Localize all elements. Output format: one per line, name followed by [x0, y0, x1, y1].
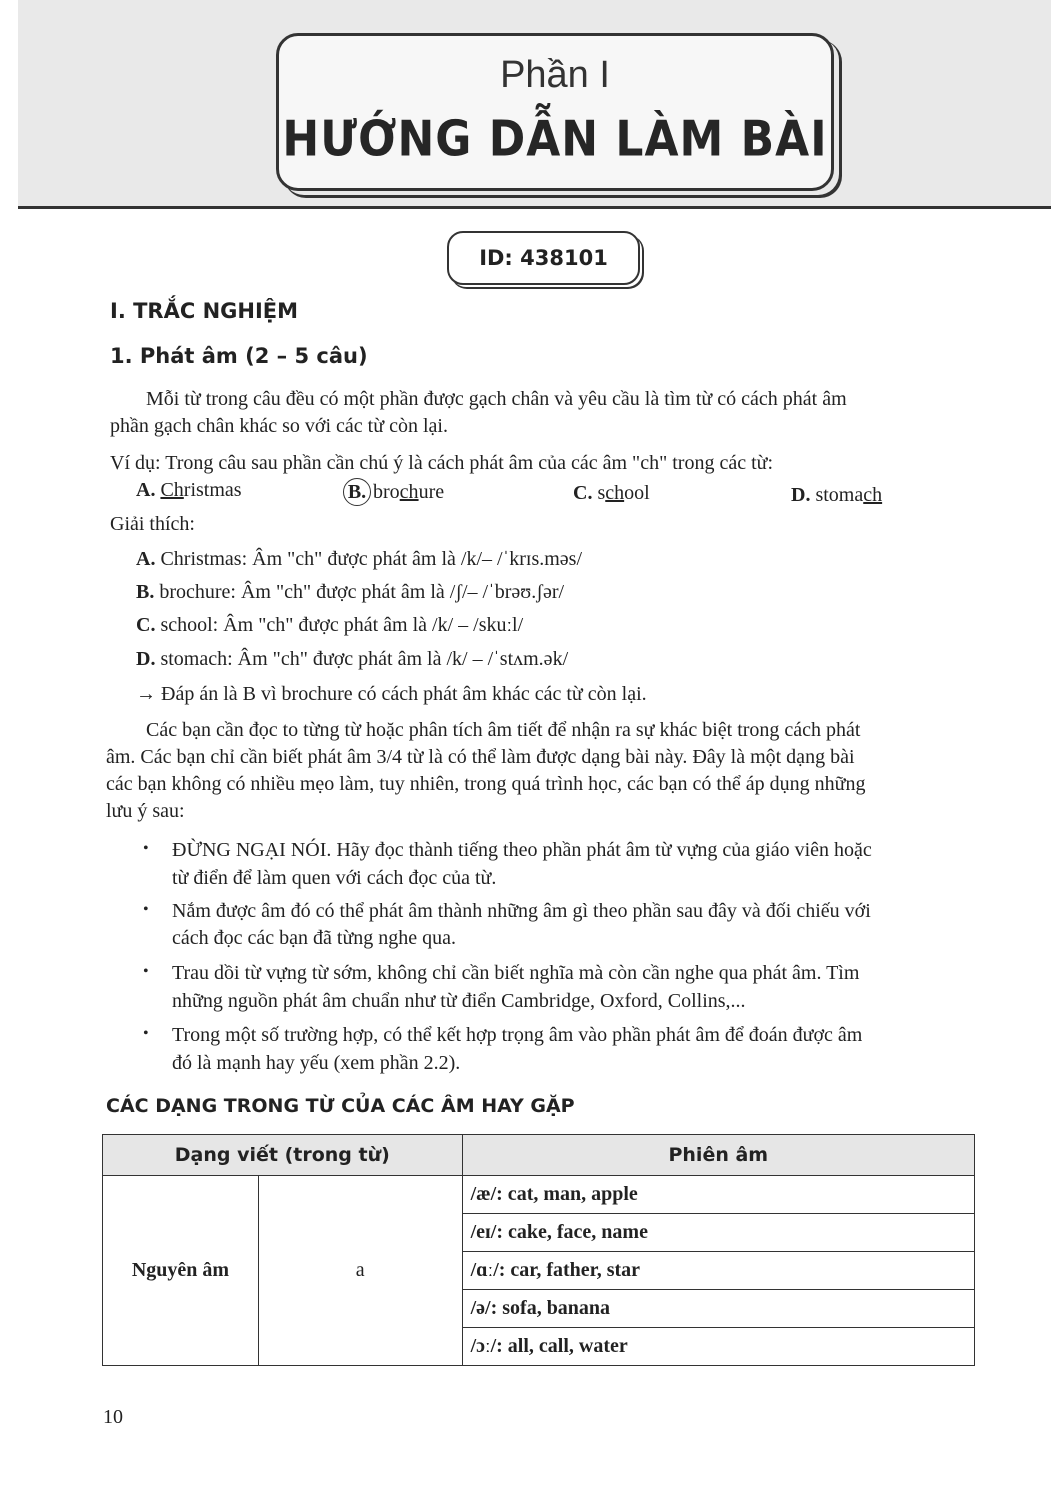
ipa-cell: /ə/: sofa, banana [462, 1290, 974, 1328]
advice-line-2: âm. Các bạn chỉ cần biết phát âm 3/4 từ là có thể làm được dạng bài này. Đây là một dạng bài [106, 746, 855, 768]
bullet-1-line-2: từ điển để làm quen với cách đọc của từ. [172, 867, 497, 889]
option-c-pre: s [597, 482, 606, 504]
bullet-dot: • [143, 901, 149, 918]
bullet-dot: • [143, 840, 149, 857]
bullet-dot: • [143, 1025, 149, 1042]
example-line: Ví dụ: Trong câu sau phần cần chú ý là cách phát âm của các âm "ch" trong các từ: [110, 452, 774, 474]
bullet-1-line-1: ĐỪNG NGẠI NÓI. Hãy đọc thành tiếng theo phần phát âm từ vựng của giáo viên hoặc [172, 839, 872, 861]
advice-line-1: Các bạn cần đọc to từng từ hoặc phân tích âm tiết để nhận ra sự khác biệt trong cách phát [146, 719, 861, 741]
explain-label: Giải thích: [110, 513, 195, 535]
answer-line: → Đáp án là B vì brochure có cách phát âm khác các từ còn lại. [136, 683, 647, 705]
bullet-4-line-1: Trong một số trường hợp, có thể kết hợp trọng âm vào phần phát âm để đoán được âm [172, 1024, 863, 1046]
advice-line-3: các bạn không có nhiều mẹo làm, tuy nhiên, trong quá trình học, các bạn có thể áp dụng những [106, 773, 866, 795]
option-c-letter: C. [573, 482, 593, 504]
option-b [343, 478, 444, 506]
pronunciation-table [102, 1134, 975, 1366]
letter-cell: a [258, 1176, 462, 1366]
section-title: I. TRẮC NGHIỆM [110, 299, 299, 323]
title-frame [276, 33, 834, 191]
explanation-d [136, 647, 568, 671]
option-a-letter: A. [136, 479, 156, 501]
table-header-written-form: Dạng viết (trong từ) [103, 1135, 463, 1176]
explanation-a-text: Christmas: Âm "ch" được phát âm là /k/– /ˈkrɪs.məs/ [160, 548, 583, 570]
bullet-2-line-1: Nắm được âm đó có thể phát âm thành những âm gì theo phần sau đây và đối chiếu với [172, 900, 871, 922]
explanation-d-letter: D. [136, 648, 156, 670]
bullet-4-line-2: đó là mạnh hay yếu (xem phần 2.2). [172, 1052, 461, 1074]
advice-line-4: lưu ý sau: [106, 800, 185, 822]
category-cell: Nguyên âm [103, 1176, 259, 1366]
part-label: Phần I [500, 54, 610, 96]
ipa-cell: /ɔː/: all, call, water [462, 1328, 974, 1366]
option-d-pre: stoma [815, 484, 864, 506]
option-a-underlined: Ch [160, 479, 184, 501]
option-a-rest: ristmas [183, 479, 242, 501]
explanation-a [136, 547, 582, 571]
option-b-circled-letter: B. [343, 478, 371, 506]
page-number: 10 [103, 1406, 123, 1428]
option-c [573, 482, 650, 505]
explanation-b [136, 580, 564, 604]
bullet-dot: • [143, 963, 149, 980]
option-d-underlined: ch [863, 484, 883, 506]
ipa-cell: /æ/: cat, man, apple [462, 1176, 974, 1214]
explanation-c-text: school: Âm "ch" được phát âm là /k/ – /skuːl/ [160, 614, 524, 636]
bullet-3-line-2: những nguồn phát âm chuẩn như từ điển Cambridge, Oxford, Collins,... [172, 990, 746, 1012]
header-band [18, 0, 1051, 209]
intro-line-2: phần gạch chân khác so với các từ còn lại. [110, 415, 448, 437]
bullet-3-line-1: Trau dồi từ vựng từ sớm, không chỉ cần biết nghĩa mà còn cần nghe qua phát âm. Tìm [172, 962, 860, 984]
id-badge: ID: 438101 [447, 231, 640, 285]
option-c-rest: ool [624, 482, 650, 504]
option-a [136, 479, 242, 502]
option-b-underlined: ch [399, 481, 419, 503]
explanation-d-text: stomach: Âm "ch" được phát âm là /k/ – /ˈstʌm.ək/ [160, 648, 569, 670]
option-b-pre: bro [373, 481, 400, 503]
table-header-row [103, 1135, 975, 1176]
explanation-c [136, 613, 523, 637]
table-header-transcription: Phiên âm [462, 1135, 974, 1176]
explanation-b-text: brochure: Âm "ch" được phát âm là /ʃ/– /ˈbrəʊ.ʃər/ [159, 581, 565, 603]
ipa-cell: /eɪ/: cake, face, name [462, 1214, 974, 1252]
table-title: CÁC DẠNG TRONG TỪ CỦA CÁC ÂM HAY GẶP [106, 1095, 575, 1117]
option-c-underlined: ch [605, 482, 625, 504]
explanation-c-letter: C. [136, 614, 156, 636]
explanation-a-letter: A. [136, 548, 156, 570]
bullet-2-line-2: cách đọc các bạn đã từng nghe qua. [172, 927, 457, 949]
option-d-letter: D. [791, 484, 811, 506]
intro-line-1: Mỗi từ trong câu đều có một phần được gạch chân và yêu cầu là tìm từ có cách phát âm [146, 388, 847, 410]
page-title: HƯỚNG DẪN LÀM BÀI [282, 110, 828, 169]
explanation-b-letter: B. [136, 581, 155, 603]
table-row [103, 1176, 975, 1214]
option-d [791, 484, 882, 507]
ipa-cell: /ɑː/: car, father, star [462, 1252, 974, 1290]
subsection-title: 1. Phát âm (2 – 5 câu) [110, 344, 368, 368]
option-b-rest: ure [418, 481, 445, 503]
